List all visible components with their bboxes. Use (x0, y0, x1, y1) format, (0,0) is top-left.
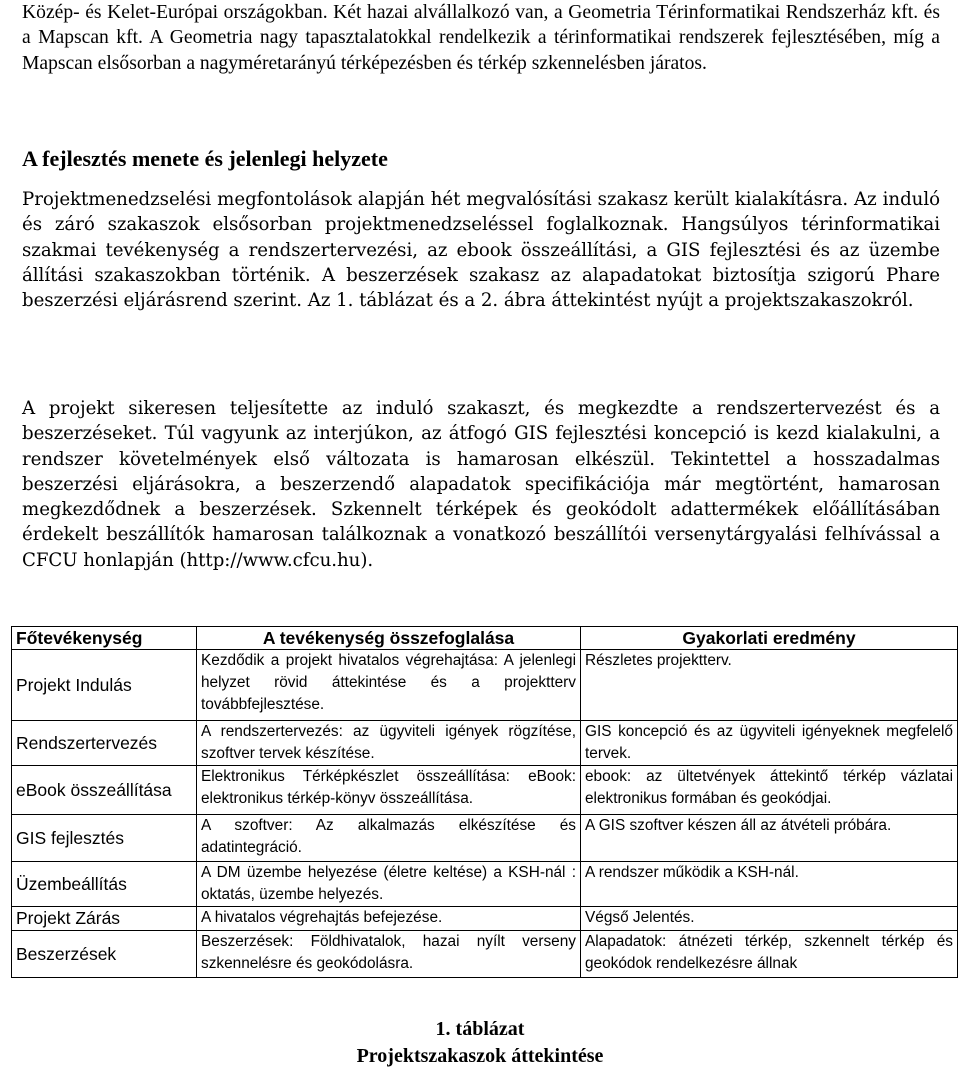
table-row (12, 721, 958, 766)
summary-cell: Kezdődik a projekt hivatalos végrehajtása: A jelenlegi helyzet rövid áttekintése és a projektterv továbbfejlesztése. (197, 650, 581, 721)
summary-cell: A hivatalos végrehajtás befejezése. (197, 907, 581, 931)
table-header-row (12, 627, 958, 650)
table-row (12, 815, 958, 862)
main-activity-cell: GIS fejlesztés (12, 815, 197, 862)
main-activity-cell: Projekt Zárás (12, 907, 197, 931)
result-cell: ebook: az ültetvények áttekintő térkép vázlatai elektronikus formában és geokódjai. (581, 766, 958, 815)
paragraph-intro: Közép- és Kelet-Európai országokban. Két hazai alvállalkozó van, a Geometria Térinformatikai Rendszerház kft. és a Mapscan kft. A Geometria nagy tapasztalatokkal rendelkezik a térinformatikai rendszerek fejlesztésében, míg a Mapscan elsősorban a nagyméretarányú térképezésben és térkép szkennelésben járatos. (22, 2, 940, 74)
summary-cell: Elektronikus Térképkészlet összeállítása: eBook: elektronikus térkép-könyv összeállítása. (197, 766, 581, 815)
result-cell: A GIS szoftver készen áll az átvételi próbára. (581, 815, 958, 862)
result-cell: GIS koncepció és az ügyviteli igényeknek megfelelő tervek. (581, 721, 958, 766)
table-row (12, 907, 958, 931)
main-activity-cell: Projekt Indulás (12, 650, 197, 721)
summary-cell: Beszerzések: Földhivatalok, hazai nyílt verseny szkennelésre és geokódolásra. (197, 931, 581, 978)
table-caption-title: Projektszakaszok áttekintése (356, 1045, 604, 1067)
project-phases-table (11, 626, 958, 978)
table-row (12, 862, 958, 907)
section-heading: A fejlesztés menete és jelenlegi helyzete (22, 146, 388, 171)
paragraph-status: A projekt sikeresen teljesítette az induló szakaszt, és megkezdte a rendszertervezést és a beszerzéseket. Túl vagyunk az interjúkon, az átfogó GIS fejlesztési koncepció is kezd kialakulni, a rendszer követelmények első változata is hamarosan elkészül. Tekintettel a hosszadalmas beszerzési eljárásokra, a beszerzendő alapadatok specifikációja már megtörtént, hamarosan megkezdődnek a beszerzések. Szkennelt térképek és geokódolt adattermékek előállításában érdekelt beszállítók hamarosan találkoznak a vonatkozó beszállítói versenytárgyalási felhívással a CFCU honlapján (http://www.cfcu.hu). (22, 398, 940, 571)
result-cell: A rendszer működik a KSH-nál. (581, 862, 958, 907)
paragraph-phases: Projektmenedzselési megfontolások alapján hét megvalósítási szakasz került kialakításra. Az induló és záró szakaszok elsősorban projektmenedzseléssel foglalkoznak. Hangsúlyos térinformatikai szakmai tevékenység a rendszertervezési, az ebook összeállítási, a GIS fejlesztési és az üzembe állítási szakaszokban történik. A beszerzések szakasz az alapadatokat biztosítja szigorú Phare beszerzési eljárásrend szerint. Az 1. táblázat és a 2. ábra áttekintést nyújt a projektszakaszokról. (22, 189, 940, 312)
header-main-activity: Főtevékenység (12, 627, 197, 650)
table-row (12, 766, 958, 815)
header-result: Gyakorlati eredmény (581, 627, 958, 650)
table-caption-number: 1. táblázat (435, 1018, 525, 1040)
table-row (12, 650, 958, 721)
result-cell: Végső Jelentés. (581, 907, 958, 931)
main-activity-cell: eBook összeállítása (12, 766, 197, 815)
main-activity-cell: Rendszertervezés (12, 721, 197, 766)
result-cell: Alapadatok: átnézeti térkép, szkennelt térkép és geokódok rendelkezésre állnak (581, 931, 958, 978)
table-row (12, 931, 958, 978)
summary-cell: A DM üzembe helyezése (életre keltése) a KSH-nál : oktatás, üzembe helyezés. (197, 862, 581, 907)
result-cell: Részletes projektterv. (581, 650, 958, 721)
summary-cell: A szoftver: Az alkalmazás elkészítése és adatintegráció. (197, 815, 581, 862)
summary-cell: A rendszertervezés: az ügyviteli igények rögzítése, szoftver tervek készítése. (197, 721, 581, 766)
header-summary: A tevékenység összefoglalása (197, 627, 581, 650)
main-activity-cell: Beszerzések (12, 931, 197, 978)
main-activity-cell: Üzembeállítás (12, 862, 197, 907)
